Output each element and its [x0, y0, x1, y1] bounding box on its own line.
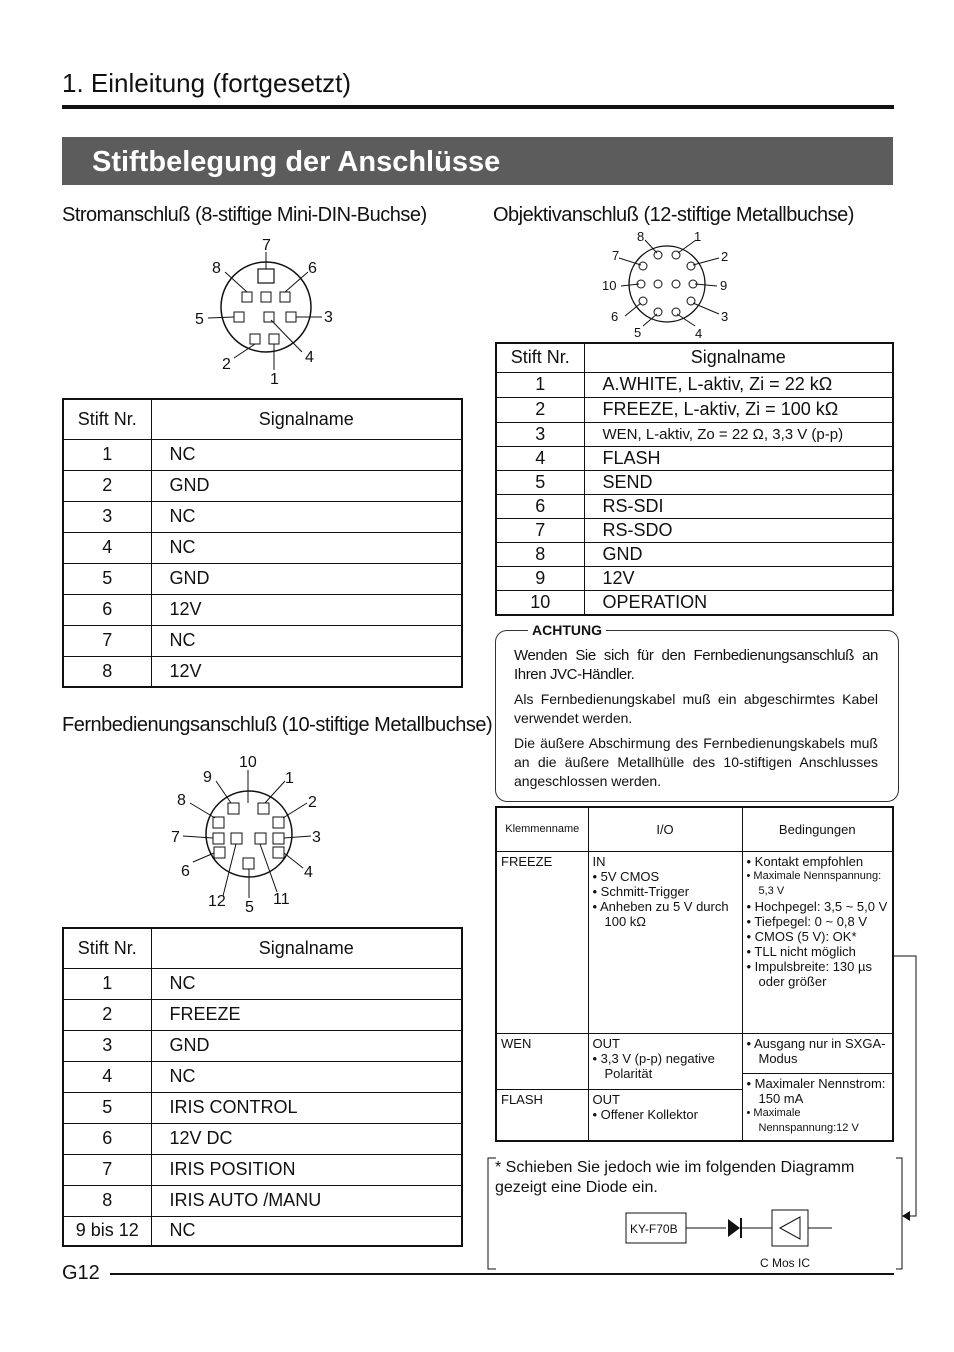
terminal-name: WEN: [496, 1033, 588, 1089]
terminal-name: FREEZE: [496, 851, 588, 1033]
pin-label: 2: [308, 794, 317, 811]
table-row: 1 A.WHITE, L-aktiv, Zi = 22 kΩ: [496, 372, 893, 397]
pin-label: 8: [212, 260, 221, 277]
table-row: 9 12V: [496, 566, 893, 590]
device-label: KY-F70B: [630, 1222, 678, 1236]
terminal-column-header: Klemmenname: [496, 807, 588, 851]
signal-column-header: Signalname: [151, 399, 462, 439]
pin-label: 5: [634, 325, 642, 340]
power-pin-table: [62, 398, 463, 688]
table-row: 6 12V: [63, 594, 462, 625]
pin-label: 2: [222, 356, 231, 373]
table-row: 1 NC: [63, 439, 462, 470]
remote-pin-table: [62, 927, 463, 1247]
pin-label: 5: [245, 899, 254, 916]
lens-connector-diagram: [595, 228, 740, 340]
table-row: 1 NC: [63, 968, 462, 999]
cmos-gate-icon: [780, 1217, 800, 1239]
table-row: 2 FREEZE: [63, 999, 462, 1030]
heading-rule: [62, 105, 894, 109]
table-row: 8 GND: [496, 542, 893, 566]
table-row: 2 FREEZE, L-aktiv, Zi = 100 kΩ: [496, 397, 893, 422]
remote-connector-title: Fernbedienungsanschluß (10-stiftige Metallbuchse): [62, 714, 493, 736]
pin-label: 12: [208, 893, 226, 910]
power-connector-diagram: [190, 232, 350, 392]
signal-column-header: Signalname: [151, 928, 462, 968]
conditions-cell: • Kontakt empfohlen • Maximale Nennspannung: 5,3 V • Hochpegel: 3,5 ~ 5,0 V • Tiefpegel: 0 ~ 0,8 V • CMOS (5 V): OK* • TLL nicht möglich • Impulsbreite: 130 µs oder größer: [742, 851, 893, 1033]
page-heading: 1. Einleitung (fortgesetzt): [62, 68, 352, 98]
table-row: 5 IRIS CONTROL: [63, 1092, 462, 1123]
table-row: 7 RS-SDO: [496, 518, 893, 542]
table-row: 3 GND: [63, 1030, 462, 1061]
pin-label: 3: [324, 309, 333, 326]
table-row: 8 IRIS AUTO /MANU: [63, 1185, 462, 1216]
pin-label: 8: [177, 792, 186, 809]
caution-paragraph: Als Fernbedienungskabel muß ein abgeschirmtes Kabel verwendet werden.: [514, 691, 878, 726]
cmos-ic-label: C Mos IC: [760, 1256, 811, 1270]
pin-label: 10: [239, 754, 257, 771]
pin-label: 4: [304, 864, 313, 881]
pin-label: 9: [203, 769, 212, 786]
lens-connector-title: Objektivanschluß (12-stiftige Metallbuchse): [493, 204, 854, 226]
pin-label: 5: [195, 311, 204, 328]
pin-label: 10: [602, 278, 617, 293]
pin-label: 7: [262, 237, 271, 254]
pin-label: 3: [721, 309, 729, 324]
pin-label: 8: [637, 229, 645, 244]
pin-column-header: Stift Nr.: [63, 928, 151, 968]
caution-paragraph: Die äußere Abschirmung des Fernbedienungskabels muß an die äußere Metallhülle des 10-stiftigen Anschlusses angeschlossen werden.: [514, 735, 878, 789]
lens-pin-table: [495, 342, 894, 616]
table-row: 3 NC: [63, 501, 462, 532]
pin-label: 3: [312, 829, 321, 846]
table-row: 3 WEN, L-aktiv, Zo = 22 Ω, 3,3 V (p-p): [496, 422, 893, 446]
power-connector-title: Stromanschluß (8-stiftige Mini-DIN-Buchse): [62, 204, 427, 226]
table-row: 6 12V DC: [63, 1123, 462, 1154]
page-number: G12: [62, 1262, 100, 1284]
pin-label: 1: [694, 229, 702, 244]
signal-column-header: Signalname: [584, 343, 893, 372]
footer-rule: [110, 1273, 894, 1275]
pin-label: 9: [720, 278, 728, 293]
pin-column-header: Stift Nr.: [63, 399, 151, 439]
table-row: 7 IRIS POSITION: [63, 1154, 462, 1185]
table-row: 10 OPERATION: [496, 590, 893, 615]
table-row: 2 GND: [63, 470, 462, 501]
caution-paragraph: Wenden Sie sich für den Fernbedienungsanschluß an Ihren JVC-Händler.: [514, 647, 878, 683]
terminal-name: FLASH: [496, 1089, 588, 1141]
banner-title: Stiftbelegung der Anschlüsse: [92, 146, 501, 178]
conditions-column-header: Bedingungen: [742, 807, 893, 851]
table-row: 4 NC: [63, 532, 462, 563]
shared-conditions-cell: • Maximaler Nennstrom: 150 mA • Maximale Nennspannung:12 V: [742, 1073, 893, 1141]
table-row: 5 SEND: [496, 470, 893, 494]
io-column-header: I/O: [588, 807, 742, 851]
table-row: 4 FLASH: [496, 446, 893, 470]
io-cell: OUT • Offener Kollektor: [588, 1089, 742, 1141]
pin-label: 2: [721, 249, 729, 264]
table-row: 8 12V: [63, 656, 462, 687]
pin-label: 4: [695, 326, 703, 340]
diode-icon: [728, 1219, 740, 1237]
pin-label: 1: [285, 770, 294, 787]
pin-label: 11: [273, 891, 290, 908]
section-banner: [62, 137, 893, 185]
io-cell: OUT • 3,3 V (p-p) negative Polarität: [588, 1033, 742, 1089]
pin-label: 6: [181, 863, 190, 880]
table-row: 6 RS-SDI: [496, 494, 893, 518]
remote-connector-diagram: [165, 748, 345, 918]
pin-label: 6: [611, 309, 619, 324]
diode-diagram: [620, 1203, 840, 1275]
footnote-text: * Schieben Sie jedoch wie im folgenden Diagramm gezeigt eine Diode ein.: [495, 1159, 855, 1196]
io-cell: IN • 5V CMOS • Schmitt-Trigger • Anheben zu 5 V durch 100 kΩ: [588, 851, 742, 1033]
pin-label: 4: [305, 349, 314, 366]
pin-label: 7: [171, 829, 180, 846]
pin-column-header: Stift Nr.: [496, 343, 584, 372]
table-row: 7 NC: [63, 625, 462, 656]
pin-label: 6: [308, 260, 317, 277]
caution-title: ACHTUNG: [528, 622, 606, 638]
table-row: 4 NC: [63, 1061, 462, 1092]
conditions-cell: • Ausgang nur in SXGA-Modus: [742, 1033, 893, 1073]
table-row: 9 bis 12 NC: [63, 1216, 462, 1246]
pin-label: 7: [612, 248, 620, 263]
pin-label: 1: [270, 371, 279, 388]
table-row: 5 GND: [63, 563, 462, 594]
